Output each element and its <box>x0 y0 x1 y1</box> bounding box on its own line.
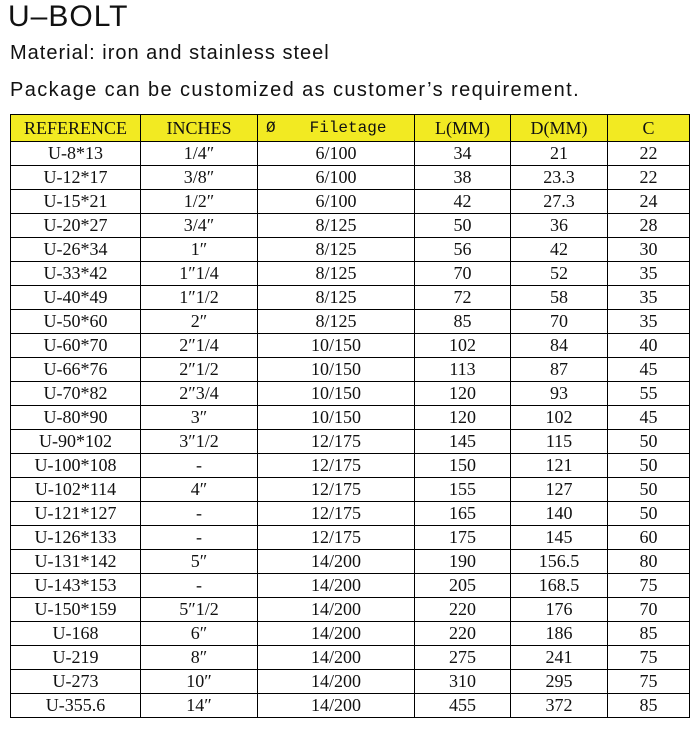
cell-l-mm: 85 <box>415 310 511 334</box>
table-row <box>11 382 690 406</box>
cell-l-mm: 220 <box>415 598 511 622</box>
table-row <box>11 478 690 502</box>
header-reference: REFERENCE <box>11 115 141 142</box>
ubolt-spec-table <box>10 114 690 718</box>
cell-filetage: 8/125 <box>258 310 415 334</box>
material-text: Material: iron and stainless steel <box>10 42 330 64</box>
table-row <box>11 238 690 262</box>
header-c: C <box>608 115 690 142</box>
cell-reference: U-273 <box>11 670 141 694</box>
cell-d-mm: 295 <box>511 670 608 694</box>
cell-inches: - <box>141 526 258 550</box>
cell-l-mm: 455 <box>415 694 511 718</box>
cell-d-mm: 102 <box>511 406 608 430</box>
cell-inches: 2″3/4 <box>141 382 258 406</box>
cell-l-mm: 145 <box>415 430 511 454</box>
table-row <box>11 598 690 622</box>
cell-c: 22 <box>608 166 690 190</box>
cell-filetage: 10/150 <box>258 382 415 406</box>
diameter-symbol: Ø <box>266 119 276 137</box>
header-inches: INCHES <box>141 115 258 142</box>
cell-inches: 2″1/2 <box>141 358 258 382</box>
table-row <box>11 286 690 310</box>
cell-c: 50 <box>608 454 690 478</box>
cell-inches: 5″ <box>141 550 258 574</box>
table-row <box>11 166 690 190</box>
cell-d-mm: 70 <box>511 310 608 334</box>
cell-reference: U-26*34 <box>11 238 141 262</box>
cell-filetage: 14/200 <box>258 646 415 670</box>
cell-filetage: 14/200 <box>258 574 415 598</box>
cell-c: 60 <box>608 526 690 550</box>
table-row <box>11 334 690 358</box>
cell-c: 24 <box>608 190 690 214</box>
cell-d-mm: 186 <box>511 622 608 646</box>
cell-filetage: 10/150 <box>258 406 415 430</box>
table-row <box>11 550 690 574</box>
cell-d-mm: 21 <box>511 142 608 166</box>
cell-filetage: 10/150 <box>258 358 415 382</box>
header-d-mm: D(MM) <box>511 115 608 142</box>
cell-l-mm: 120 <box>415 406 511 430</box>
cell-l-mm: 175 <box>415 526 511 550</box>
cell-filetage: 12/175 <box>258 454 415 478</box>
cell-inches: 3/4″ <box>141 214 258 238</box>
cell-inches: 1″ <box>141 238 258 262</box>
cell-l-mm: 102 <box>415 334 511 358</box>
table-row <box>11 502 690 526</box>
cell-inches: 14″ <box>141 694 258 718</box>
table-row <box>11 310 690 334</box>
cell-filetage: 14/200 <box>258 598 415 622</box>
cell-l-mm: 42 <box>415 190 511 214</box>
cell-reference: U-20*27 <box>11 214 141 238</box>
cell-c: 45 <box>608 406 690 430</box>
cell-d-mm: 140 <box>511 502 608 526</box>
cell-c: 35 <box>608 310 690 334</box>
cell-inches: 5″1/2 <box>141 598 258 622</box>
cell-reference: U-143*153 <box>11 574 141 598</box>
cell-d-mm: 372 <box>511 694 608 718</box>
cell-c: 50 <box>608 430 690 454</box>
cell-l-mm: 120 <box>415 382 511 406</box>
cell-inches: 4″ <box>141 478 258 502</box>
cell-d-mm: 156.5 <box>511 550 608 574</box>
cell-l-mm: 56 <box>415 238 511 262</box>
cell-reference: U-121*127 <box>11 502 141 526</box>
cell-reference: U-80*90 <box>11 406 141 430</box>
cell-reference: U-219 <box>11 646 141 670</box>
table-body <box>11 142 690 718</box>
table-row <box>11 454 690 478</box>
cell-d-mm: 115 <box>511 430 608 454</box>
cell-d-mm: 23.3 <box>511 166 608 190</box>
cell-c: 40 <box>608 334 690 358</box>
cell-inches: 3″ <box>141 406 258 430</box>
cell-filetage: 8/125 <box>258 262 415 286</box>
cell-reference: U-168 <box>11 622 141 646</box>
cell-filetage: 6/100 <box>258 166 415 190</box>
cell-l-mm: 113 <box>415 358 511 382</box>
cell-reference: U-355.6 <box>11 694 141 718</box>
cell-filetage: 12/175 <box>258 526 415 550</box>
cell-inches: 1″1/2 <box>141 286 258 310</box>
cell-reference: U-40*49 <box>11 286 141 310</box>
cell-l-mm: 190 <box>415 550 511 574</box>
cell-inches: 6″ <box>141 622 258 646</box>
cell-filetage: 14/200 <box>258 694 415 718</box>
cell-l-mm: 70 <box>415 262 511 286</box>
cell-c: 75 <box>608 574 690 598</box>
cell-inches: 3/8″ <box>141 166 258 190</box>
cell-d-mm: 145 <box>511 526 608 550</box>
table-row <box>11 526 690 550</box>
header-filetage <box>258 115 415 142</box>
cell-d-mm: 58 <box>511 286 608 310</box>
cell-reference: U-126*133 <box>11 526 141 550</box>
cell-inches: 1/2″ <box>141 190 258 214</box>
cell-l-mm: 220 <box>415 622 511 646</box>
cell-l-mm: 155 <box>415 478 511 502</box>
page-title: U–BOLT <box>8 0 129 33</box>
cell-filetage: 8/125 <box>258 214 415 238</box>
table-row <box>11 190 690 214</box>
cell-inches: 2″ <box>141 310 258 334</box>
table-row <box>11 694 690 718</box>
cell-d-mm: 27.3 <box>511 190 608 214</box>
cell-filetage: 8/125 <box>258 238 415 262</box>
header-l-mm: L(MM) <box>415 115 511 142</box>
cell-filetage: 12/175 <box>258 478 415 502</box>
cell-reference: U-131*142 <box>11 550 141 574</box>
table-header-row <box>11 115 690 142</box>
cell-d-mm: 84 <box>511 334 608 358</box>
table-row <box>11 262 690 286</box>
cell-d-mm: 127 <box>511 478 608 502</box>
cell-d-mm: 52 <box>511 262 608 286</box>
cell-filetage: 14/200 <box>258 550 415 574</box>
cell-filetage: 14/200 <box>258 622 415 646</box>
cell-d-mm: 168.5 <box>511 574 608 598</box>
cell-c: 75 <box>608 646 690 670</box>
cell-c: 80 <box>608 550 690 574</box>
cell-c: 35 <box>608 286 690 310</box>
cell-reference: U-70*82 <box>11 382 141 406</box>
cell-c: 35 <box>608 262 690 286</box>
cell-c: 50 <box>608 502 690 526</box>
cell-reference: U-150*159 <box>11 598 141 622</box>
table-row <box>11 646 690 670</box>
cell-l-mm: 34 <box>415 142 511 166</box>
table-row <box>11 622 690 646</box>
table-row <box>11 574 690 598</box>
cell-inches: 1″1/4 <box>141 262 258 286</box>
cell-l-mm: 50 <box>415 214 511 238</box>
cell-d-mm: 42 <box>511 238 608 262</box>
cell-c: 50 <box>608 478 690 502</box>
cell-l-mm: 150 <box>415 454 511 478</box>
cell-reference: U-33*42 <box>11 262 141 286</box>
table-row <box>11 358 690 382</box>
table-row <box>11 142 690 166</box>
cell-c: 28 <box>608 214 690 238</box>
cell-reference: U-12*17 <box>11 166 141 190</box>
cell-filetage: 6/100 <box>258 142 415 166</box>
cell-reference: U-15*21 <box>11 190 141 214</box>
header-filetage-label: Filetage <box>309 119 387 137</box>
cell-l-mm: 165 <box>415 502 511 526</box>
table-row <box>11 430 690 454</box>
table-row <box>11 670 690 694</box>
cell-d-mm: 176 <box>511 598 608 622</box>
cell-filetage: 8/125 <box>258 286 415 310</box>
cell-l-mm: 275 <box>415 646 511 670</box>
cell-c: 85 <box>608 694 690 718</box>
cell-d-mm: 87 <box>511 358 608 382</box>
cell-inches: 1/4″ <box>141 142 258 166</box>
cell-reference: U-102*114 <box>11 478 141 502</box>
cell-c: 75 <box>608 670 690 694</box>
cell-c: 55 <box>608 382 690 406</box>
cell-reference: U-66*76 <box>11 358 141 382</box>
cell-c: 22 <box>608 142 690 166</box>
cell-filetage: 12/175 <box>258 430 415 454</box>
cell-inches: 3″1/2 <box>141 430 258 454</box>
cell-l-mm: 205 <box>415 574 511 598</box>
cell-filetage: 14/200 <box>258 670 415 694</box>
cell-c: 85 <box>608 622 690 646</box>
cell-reference: U-8*13 <box>11 142 141 166</box>
cell-d-mm: 241 <box>511 646 608 670</box>
cell-inches: - <box>141 454 258 478</box>
cell-inches: - <box>141 574 258 598</box>
cell-c: 70 <box>608 598 690 622</box>
package-text: Package can be customized as customer’s requirement. <box>10 79 581 101</box>
cell-c: 30 <box>608 238 690 262</box>
cell-l-mm: 310 <box>415 670 511 694</box>
cell-c: 45 <box>608 358 690 382</box>
cell-inches: 2″1/4 <box>141 334 258 358</box>
cell-d-mm: 36 <box>511 214 608 238</box>
cell-l-mm: 38 <box>415 166 511 190</box>
cell-reference: U-100*108 <box>11 454 141 478</box>
cell-reference: U-60*70 <box>11 334 141 358</box>
cell-inches: - <box>141 502 258 526</box>
cell-reference: U-90*102 <box>11 430 141 454</box>
cell-l-mm: 72 <box>415 286 511 310</box>
table-row <box>11 214 690 238</box>
cell-inches: 8″ <box>141 646 258 670</box>
cell-d-mm: 93 <box>511 382 608 406</box>
cell-filetage: 12/175 <box>258 502 415 526</box>
cell-inches: 10″ <box>141 670 258 694</box>
table-row <box>11 406 690 430</box>
cell-reference: U-50*60 <box>11 310 141 334</box>
cell-filetage: 10/150 <box>258 334 415 358</box>
cell-d-mm: 121 <box>511 454 608 478</box>
cell-filetage: 6/100 <box>258 190 415 214</box>
